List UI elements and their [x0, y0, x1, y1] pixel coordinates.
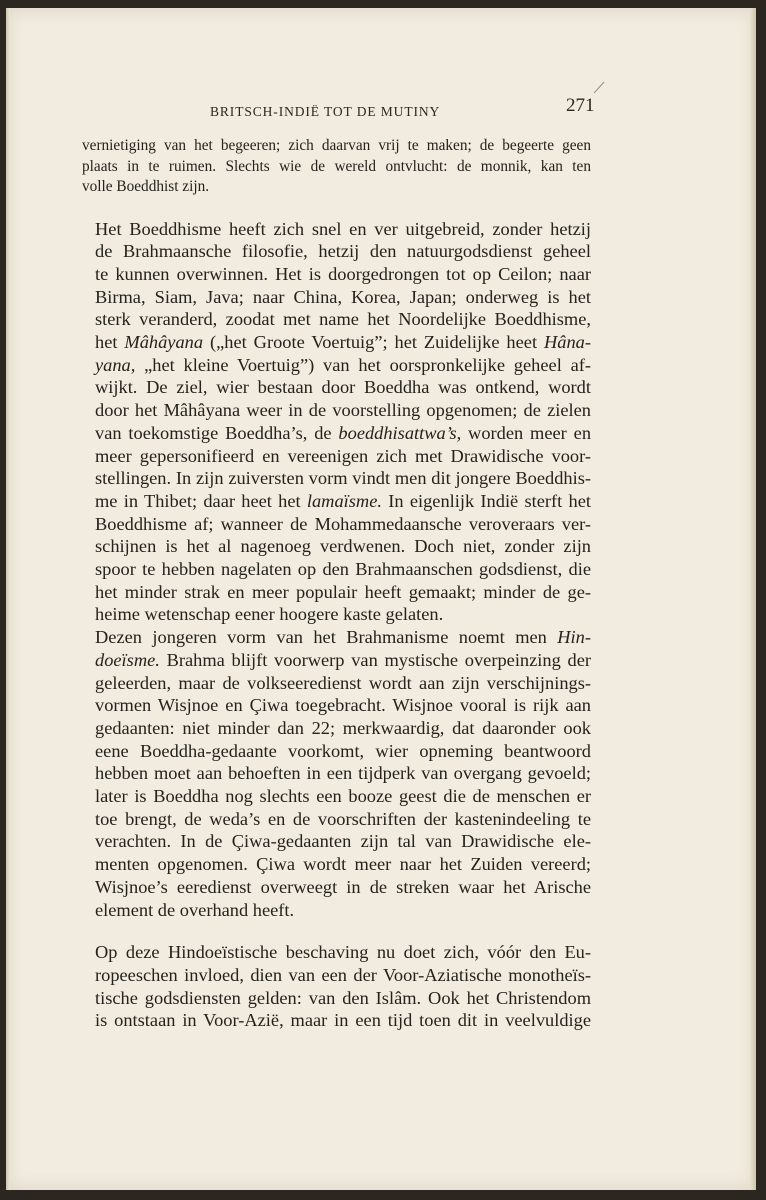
text-run: van toekomstige Boeddha’s, de	[95, 422, 339, 443]
text-line: Boeddhisme af; wanneer de Mohammedaansche veroveraars ver-	[95, 513, 591, 534]
text-line: vormen Wisjnoe en Çiwa toegebracht. Wisjnoe vooral is rijk aan	[95, 695, 591, 716]
text-line: is ontstaan in Voor-Azië, maar in een tijd toen dit in veelvuldige	[95, 1010, 591, 1031]
paragraph-boeddhisme	[82, 218, 591, 627]
text-line: door het Mâhâyana weer in de voorstelling opgenomen; de zielen	[95, 400, 591, 421]
spacer	[82, 198, 591, 218]
note-line: volle Boeddhist zijn.	[82, 178, 210, 195]
italic-term: doeïsme.	[95, 649, 160, 670]
text-line: ropeeschen invloed, dien van een der Voor-Aziatische monotheïs-	[95, 965, 591, 985]
running-title: BRITSCH-INDIË TOT DE MUTINY	[210, 104, 441, 119]
text-line: Wisjnoe’s eeredienst overweegt in de streken waar het Arische	[95, 876, 591, 897]
text-line: het minder strak en meer populair heeft gemaakt; minder de ge-	[95, 581, 591, 602]
text-line	[82, 490, 591, 513]
text-line: spoor te hebben nagelaten op den Brahmaanschen godsdienst, die	[95, 559, 591, 580]
text-line: element de overhand heeft.	[95, 899, 295, 920]
page-header	[74, 94, 595, 134]
page-number: 271	[566, 95, 595, 116]
text-run: me in Thibet; daar heet het	[95, 490, 307, 511]
text-run: worden meer en	[461, 422, 592, 443]
spacer	[82, 921, 591, 941]
text-line: Het Boeddhisme heeft zich snel en ver uitgebreid, zonder hetzij	[95, 218, 591, 239]
text-run: Dezen jongeren vorm van het Brahmanisme noemt men	[95, 627, 558, 648]
text-line: gedaanten: niet minder dan 22; merkwaardig, dat daaronder ook	[95, 717, 591, 738]
text-line: schijnen is het al nagenoeg verdwenen. Doch niet, zonder zijn	[95, 536, 591, 557]
page-binding-edge	[6, 8, 10, 1190]
italic-term: Hin-	[557, 627, 591, 648]
text-line	[82, 626, 591, 649]
text-line: meer gepersonifieerd en vereenigen zich met Drawidische voor-	[95, 445, 591, 466]
text-run: („het Groote Voertuig”; het Zuidelijke heet	[203, 332, 544, 353]
text-line: Birma, Siam, Java; naar China, Korea, Japan; onderweg is het	[95, 286, 591, 307]
book-page	[6, 8, 756, 1190]
text-block	[82, 136, 591, 1032]
pencil-mark	[592, 80, 606, 94]
footnote-continuation	[82, 136, 591, 198]
note-line: vernietiging van het begeeren; zich daarvan vrij te maken; de begeerte geen	[82, 137, 591, 154]
text-line: toe brengt, de weda’s en de voorschriften der kastenindeeling te	[95, 808, 591, 829]
text-line: heime wetenschap eener hoogere kaste gelaten.	[95, 604, 444, 625]
text-line: stellingen. In zijn zuiversten vorm vindt men dit jongere Boeddhis-	[95, 468, 591, 489]
text-line: wijkt. De ziel, wier bestaan door Boeddha was ontkend, wordt	[95, 377, 591, 398]
note-line: plaats in te ruimen. Slechts wie de wereld ontvlucht: de monnik, kan ten	[82, 157, 591, 175]
text-line: eene Boeddha-gedaante voorkomt, wier opneming beantwoord	[95, 740, 591, 761]
italic-term: Mâhâyana	[124, 332, 204, 353]
text-line: Op deze Hindoeïstische beschaving nu doet zich, vóór den Eu-	[95, 942, 591, 963]
text-run: „het kleine Voertuig”) van het oorspronkelijke geheel af-	[135, 354, 591, 375]
italic-term: boeddhisattwa’s,	[338, 422, 462, 443]
text-line	[82, 422, 591, 445]
italic-term: lamaïsme.	[306, 490, 382, 511]
text-line: later is Boeddha nog slechts een booze geest die de menschen er	[95, 786, 591, 807]
text-line: tische godsdiensten gelden: van den Islâm. Ook het Christendom	[95, 987, 591, 1008]
text-line	[82, 354, 591, 377]
text-run: In eigenlijk Indië sterft het	[381, 490, 591, 511]
text-line: geleerden, maar de volkseeredienst wordt aan zijn verschijnings-	[95, 672, 591, 693]
text-line	[82, 649, 591, 672]
paragraph-hindoeisme	[82, 626, 591, 921]
text-line: menten opgenomen. Çiwa wordt meer naar het Zuiden vereerd;	[95, 854, 591, 875]
text-line: hebben moet aan behoeften in een tijdperk van overgang gevoeld;	[95, 763, 591, 784]
paragraph-islam	[82, 941, 591, 1032]
text-line: verachten. In de Çiwa-gedaanten zijn tal van Drawidische ele-	[95, 831, 591, 852]
text-line: sterk veranderd, zoodat met name het Noordelijke Boeddhisme,	[95, 309, 591, 330]
text-line	[82, 331, 591, 354]
text-run: Brahma blijft voorwerp van mystische overpeinzing der	[159, 649, 591, 670]
italic-term: Hâna-	[544, 332, 591, 353]
italic-term: yana,	[95, 354, 136, 375]
text-run: het	[95, 332, 125, 353]
text-line: te kunnen overwinnen. Het is doorgedrongen tot op Ceilon; naar	[95, 263, 591, 284]
page-right-edge	[750, 8, 756, 1190]
text-line: de Brahmaansche filosofie, hetzij den natuurgodsdienst geheel	[95, 241, 591, 262]
